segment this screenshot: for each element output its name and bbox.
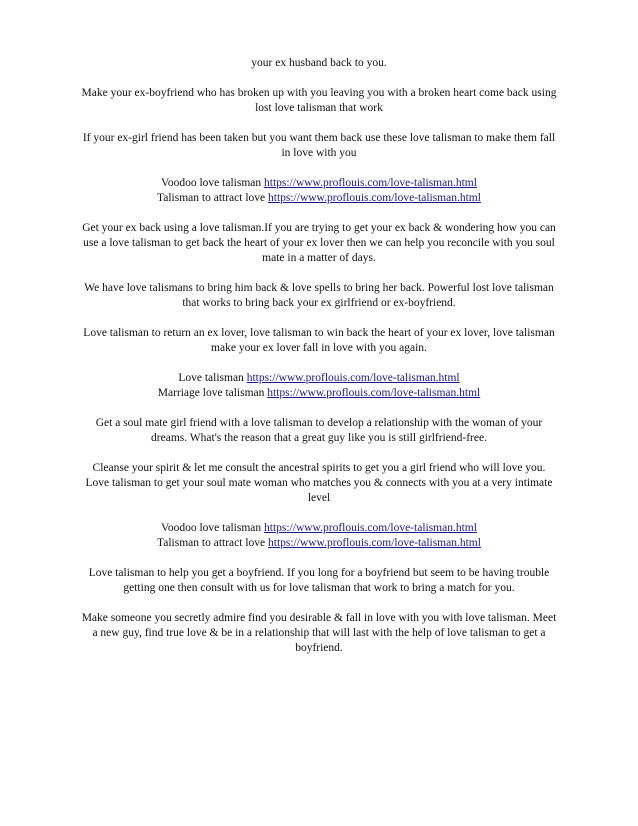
link-paragraph bbox=[48, 521, 590, 551]
url-link[interactable]: https://www.proflouis.com/love-talisman.html bbox=[267, 387, 481, 399]
text-line: use a love talisman to get back the heart of your ex lover then we can help you reconcile with you soul bbox=[83, 237, 555, 249]
text-line: that works to bring back your ex girlfriend or ex-boyfriend. bbox=[182, 297, 456, 309]
text-line: We have love talismans to bring him back & love spells to bring her back. Powerful lost love talisman bbox=[84, 282, 554, 294]
text-paragraph bbox=[48, 281, 590, 311]
text-paragraph bbox=[48, 566, 590, 596]
text-line: Love talisman to get your soul mate woman who matches you & connects with you at a very intimate bbox=[85, 477, 553, 489]
text-line: a new guy, find true love & be in a relationship that will last with the help of love talisman to get a bbox=[92, 627, 546, 639]
text-paragraph bbox=[48, 86, 590, 116]
link-line bbox=[48, 386, 590, 401]
text-line: If your ex-girl friend has been taken but you want them back use these love talisman to make them fall bbox=[82, 132, 556, 144]
link-label: Talisman to attract love bbox=[157, 537, 266, 549]
url-link[interactable]: https://www.proflouis.com/love-talisman.html bbox=[264, 522, 477, 534]
text-line: your ex husband back to you. bbox=[251, 57, 387, 69]
link-line bbox=[48, 536, 590, 551]
text-paragraph bbox=[48, 461, 590, 506]
text-line: level bbox=[307, 492, 331, 504]
text-line: in love with you bbox=[281, 147, 357, 159]
text-paragraph bbox=[48, 221, 590, 266]
text-line: boyfriend. bbox=[295, 642, 343, 654]
link-line bbox=[48, 191, 590, 206]
text-line: Get your ex back using a love talisman.If you are trying to get your ex back & wondering how you can bbox=[82, 222, 556, 234]
text-line: Love talisman to return an ex lover, love talisman to win back the heart of your ex lover, love talisman bbox=[83, 327, 555, 339]
link-label: Talisman to attract love bbox=[157, 192, 266, 204]
link-label: Voodoo love talisman bbox=[161, 522, 262, 534]
text-line: getting one then consult with us for love talisman that work to bring a match for you. bbox=[123, 582, 515, 594]
text-line: Make someone you secretly admire find you desirable & fall in love with you with love talisman. Meet bbox=[81, 612, 557, 624]
text-line: Get a soul mate girl friend with a love talisman to develop a relationship with the woman of your bbox=[95, 417, 543, 429]
url-link[interactable]: https://www.proflouis.com/love-talisman.html bbox=[246, 372, 460, 384]
link-paragraph bbox=[48, 176, 590, 206]
text-line: dreams. What's the reason that a great guy like you is still girlfriend-free. bbox=[151, 432, 487, 444]
text-paragraph bbox=[48, 326, 590, 356]
text-line: Make your ex-boyfriend who has broken up with you leaving you with a broken heart come back using bbox=[81, 87, 557, 99]
text-line: Cleanse your spirit & let me consult the ancestral spirits to get you a girl friend who will love you. bbox=[92, 462, 546, 474]
url-link[interactable]: https://www.proflouis.com/love-talisman.html bbox=[268, 537, 481, 549]
text-paragraph bbox=[48, 416, 590, 446]
text-line: mate in a matter of days. bbox=[262, 252, 376, 264]
link-paragraph bbox=[48, 371, 590, 401]
link-label: Love talisman bbox=[178, 372, 244, 384]
text-paragraph bbox=[48, 611, 590, 656]
text-line: make your ex lover fall in love with you again. bbox=[211, 342, 427, 354]
url-link[interactable]: https://www.proflouis.com/love-talisman.html bbox=[264, 177, 477, 189]
link-line bbox=[48, 371, 590, 386]
text-line: Love talisman to help you get a boyfriend. If you long for a boyfriend but seem to be having trouble bbox=[88, 567, 550, 579]
text-line: lost love talisman that work bbox=[255, 102, 383, 114]
link-line bbox=[48, 521, 590, 536]
url-link[interactable]: https://www.proflouis.com/love-talisman.html bbox=[268, 192, 481, 204]
text-paragraph bbox=[48, 131, 590, 161]
link-label: Marriage love talisman bbox=[157, 387, 265, 399]
link-label: Voodoo love talisman bbox=[161, 177, 262, 189]
document-page bbox=[48, 56, 590, 671]
link-line bbox=[48, 176, 590, 191]
text-paragraph bbox=[48, 56, 590, 71]
